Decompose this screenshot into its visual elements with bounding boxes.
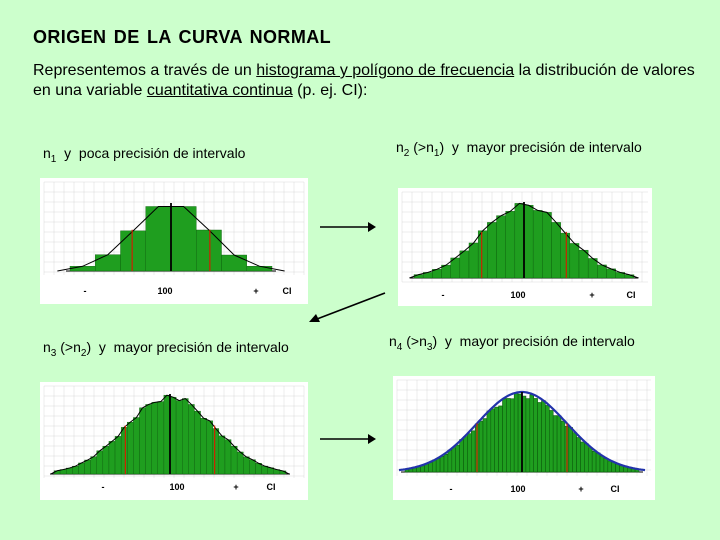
histogram-bar — [577, 437, 581, 472]
histogram-bar — [225, 440, 231, 474]
histogram-panel-n1 — [40, 178, 308, 304]
histogram-bar — [171, 206, 196, 271]
histogram-bar — [452, 448, 456, 472]
histogram-bar — [526, 399, 530, 472]
histogram-bar — [478, 231, 487, 278]
histogram-bar — [608, 461, 612, 472]
histogram-bar — [588, 448, 592, 472]
histogram-bar — [561, 421, 565, 472]
histogram-bar — [491, 409, 495, 472]
intro-underlined-continuous: cuantitativa continua — [146, 82, 293, 99]
axis-label-ci: CI — [610, 484, 620, 494]
histogram-bar — [428, 463, 432, 472]
histogram-bar — [456, 445, 460, 472]
histogram-bar — [436, 458, 440, 472]
histogram-bar — [170, 397, 176, 474]
histogram-bar — [121, 231, 146, 271]
histogram-bar — [487, 222, 496, 278]
histogram-bar — [109, 441, 115, 474]
histogram-bar — [524, 205, 533, 278]
histogram-bar — [97, 451, 103, 474]
histogram-svg — [398, 188, 652, 306]
histogram-bar — [127, 422, 133, 474]
histogram-bar — [597, 265, 606, 278]
intro-part: la distribución de valores en una variable — [33, 62, 695, 99]
histogram-bar — [460, 440, 464, 472]
histogram-bar — [530, 395, 534, 472]
histogram-bar — [91, 457, 97, 474]
histogram-bar — [553, 416, 557, 472]
histogram-bar — [231, 446, 237, 474]
histogram-bar — [483, 419, 487, 472]
histogram-bar — [573, 433, 577, 472]
histogram-bar — [600, 456, 604, 472]
histogram-bar — [592, 451, 596, 472]
histogram-bar — [584, 444, 588, 472]
page-title: ORIGEN DE LA CURVA NORMAL — [33, 27, 332, 47]
histogram-bar — [534, 398, 538, 472]
histogram-bar — [604, 459, 608, 472]
histogram-bar — [201, 418, 207, 474]
tick-label-100: 100 — [510, 484, 526, 494]
histogram-bar — [219, 436, 225, 474]
histogram-svg — [393, 376, 655, 500]
histogram-bar — [146, 404, 152, 474]
arrow-right-icon — [318, 430, 378, 450]
histogram-bar — [561, 233, 570, 278]
histogram-bar — [444, 454, 448, 472]
histogram-bar — [213, 429, 219, 474]
histogram-panel-n4 — [393, 376, 655, 500]
intro-part: (p. ej. CI): — [292, 82, 368, 99]
intro-underlined-histogram: histograma y polígono de frecuencia — [256, 62, 515, 79]
histogram-bar — [514, 393, 518, 472]
tick-label-100: 100 — [510, 290, 526, 300]
histogram-bar — [164, 395, 170, 474]
intro-text — [33, 61, 703, 101]
histogram-bar — [103, 446, 109, 474]
tick-label-minus: - — [449, 484, 453, 494]
tick-label-plus: + — [578, 484, 584, 494]
histogram-bar — [497, 216, 506, 278]
axis-label-ci: CI — [626, 290, 636, 300]
histogram-bar — [95, 255, 120, 271]
histogram-bar — [545, 405, 549, 472]
histogram-bar — [440, 456, 444, 472]
panel-label-n1: $n_1$ y poca precisión de intervalo — [43, 145, 246, 165]
histogram-bar — [487, 411, 491, 472]
histogram-panel-n3 — [40, 382, 308, 500]
histogram-bar — [549, 410, 553, 472]
intro-part: Representemos a través de un — [33, 62, 257, 79]
histogram-bar — [495, 407, 499, 472]
histogram-bar — [247, 266, 272, 271]
panel-label-n3: $n_3$ $(>n_2)$ y mayor precisión de intervalo — [43, 339, 289, 359]
histogram-svg — [40, 382, 308, 500]
tick-label-plus: + — [253, 286, 259, 296]
arrow-down-left-icon — [305, 290, 389, 326]
tick-label-plus: + — [233, 482, 239, 492]
histogram-bar — [506, 211, 515, 278]
histogram-bar — [552, 222, 561, 278]
tick-label-100: 100 — [169, 482, 185, 492]
histogram-bar — [115, 436, 121, 474]
histogram-bar — [182, 399, 188, 474]
panel-label-n2: $n_2$ $(>n_1)$ y mayor precisión de intervalo — [396, 139, 642, 159]
tick-label-plus: + — [589, 290, 595, 300]
histogram-bar — [196, 230, 221, 271]
tick-label-100: 100 — [157, 286, 173, 296]
histogram-bar — [70, 266, 95, 271]
tick-label-minus: - — [83, 286, 87, 296]
histogram-bar — [503, 399, 507, 472]
histogram-bar — [152, 402, 158, 474]
panel-label-n4: $n_4$ $(>n_3)$ y mayor precisión de intervalo — [389, 333, 635, 353]
histogram-bar — [557, 416, 561, 472]
histogram-svg — [40, 178, 308, 304]
histogram-bar — [471, 431, 475, 472]
histogram-bar — [146, 206, 171, 271]
histogram-bar — [569, 428, 573, 472]
histogram-bar — [581, 442, 585, 472]
histogram-bar — [243, 457, 249, 474]
arrow-right-icon — [318, 218, 378, 238]
tick-label-minus: - — [441, 290, 445, 300]
histogram-bar — [506, 398, 510, 472]
histogram-bar — [467, 434, 471, 472]
axis-label-ci: CI — [282, 286, 292, 296]
histogram-bar — [538, 402, 542, 472]
histogram-bar — [510, 399, 514, 472]
histogram-bar — [85, 460, 91, 474]
histogram-bar — [469, 243, 478, 278]
histogram-bar — [479, 421, 483, 472]
histogram-bar — [176, 401, 182, 474]
histogram-bar — [542, 401, 546, 472]
histogram-bar — [542, 212, 551, 278]
histogram-bar — [139, 408, 145, 474]
tick-label-minus: - — [101, 482, 105, 492]
histogram-bar — [533, 210, 542, 278]
histogram-bar — [255, 463, 261, 474]
histogram-bar — [448, 450, 452, 472]
histogram-bar — [194, 411, 200, 474]
histogram-panel-n2 — [398, 188, 652, 306]
histogram-bar — [133, 417, 139, 474]
histogram-bar — [464, 437, 468, 472]
histogram-bar — [596, 453, 600, 472]
histogram-bar — [249, 460, 255, 474]
histogram-bar — [222, 255, 247, 271]
histogram-bar — [460, 251, 469, 278]
histogram-bar — [262, 466, 268, 474]
histogram-bar — [499, 406, 503, 472]
histogram-bar — [121, 427, 127, 474]
histogram-bar — [188, 404, 194, 474]
histogram-bar — [237, 452, 243, 474]
histogram-bar — [588, 258, 597, 278]
histogram-bar — [158, 402, 164, 474]
histogram-bar — [207, 421, 213, 474]
histogram-bar — [570, 243, 579, 278]
histogram-bar — [579, 250, 588, 278]
histogram-bar — [515, 203, 524, 278]
axis-label-ci: CI — [266, 482, 276, 492]
